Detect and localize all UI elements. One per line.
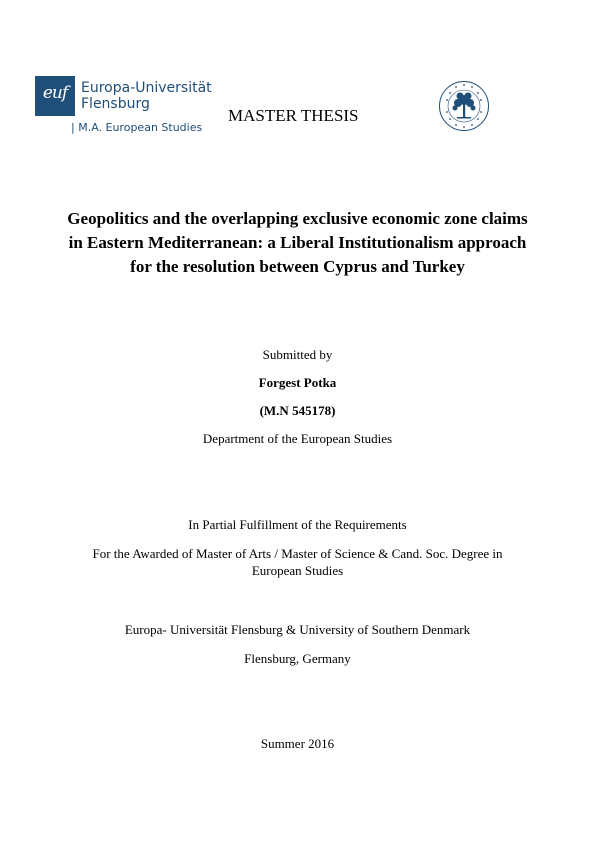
euf-logo-mark bbox=[35, 76, 75, 116]
euf-logo bbox=[35, 76, 215, 138]
matriculation-number: (M.N 545178) bbox=[259, 403, 336, 418]
programme-label: | M.A. European Studies bbox=[71, 121, 203, 134]
requirements-line2: For the Awarded of Master of Arts / Master of Science & Cand. Soc. Degree in European Studies bbox=[92, 546, 503, 578]
submission-date: Summer 2016 bbox=[260, 736, 335, 751]
university-name-line2: Flensburg bbox=[81, 96, 150, 112]
universities: Europa- Universität Flensburg & University of Southern Denmark bbox=[124, 622, 471, 637]
university-seal-icon bbox=[438, 80, 490, 132]
university-name-line1: Europa-Universität bbox=[81, 80, 212, 96]
thesis-title: Geopolitics and the overlapping exclusive economic zone claims in Eastern Mediterranean: a Liberal Institutionalism approach for the resolution between Cyprus and Turkey bbox=[67, 209, 528, 276]
requirements-line1: In Partial Fulfillment of the Requirements bbox=[188, 517, 407, 532]
document-type: MASTER THESIS bbox=[228, 106, 359, 125]
department: Department of the European Studies bbox=[202, 431, 393, 446]
submitted-by-label: Submitted by bbox=[262, 347, 333, 362]
university-name bbox=[81, 80, 212, 112]
author-name: Forgest Potka bbox=[258, 375, 337, 390]
location: Flensburg, Germany bbox=[244, 651, 351, 666]
euf-logo-mark-text: euf bbox=[42, 83, 68, 103]
